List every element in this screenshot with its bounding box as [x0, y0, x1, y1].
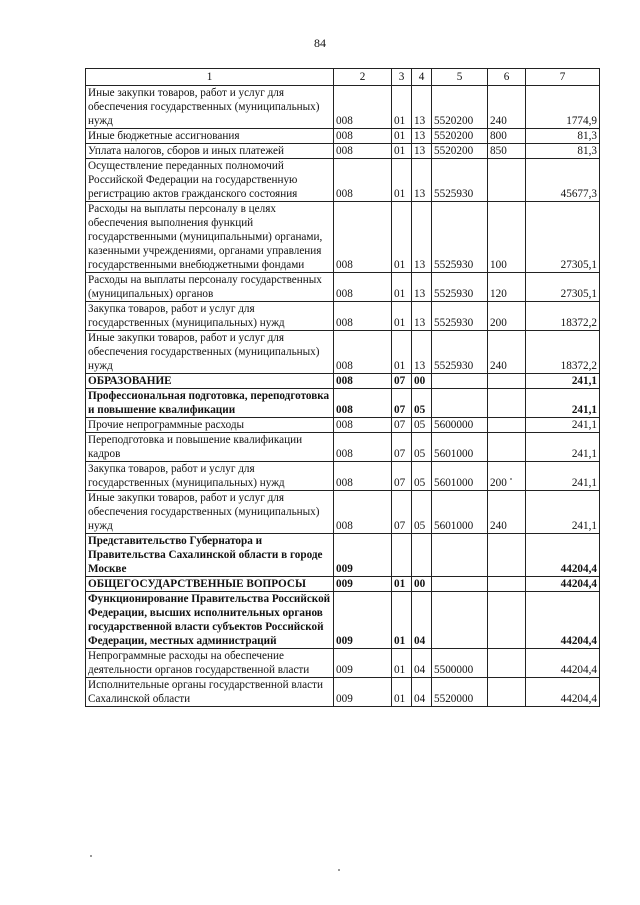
row-code-5: 5525930 — [432, 331, 488, 374]
row-code-4: 13 — [412, 331, 432, 374]
header-col-5: 5 — [432, 69, 488, 86]
scan-speck — [90, 855, 92, 857]
row-code-6 — [488, 577, 526, 592]
row-code-3 — [392, 534, 412, 577]
row-code-5: 5525930 — [432, 159, 488, 202]
row-code-3: 01 — [392, 159, 412, 202]
row-code-3: 07 — [392, 433, 412, 462]
row-code-5: 5520200 — [432, 86, 488, 129]
row-code-2: 009 — [334, 678, 392, 707]
row-code-2: 009 — [334, 534, 392, 577]
row-name: Закупка товаров, работ и услуг для государственных (муниципальных) нужд — [86, 302, 334, 331]
row-code-5: 5601000 — [432, 491, 488, 534]
table-row — [86, 273, 600, 302]
row-code-5 — [432, 577, 488, 592]
row-code-5 — [432, 389, 488, 418]
row-code-6: 240 — [488, 491, 526, 534]
row-code-4: 05 — [412, 491, 432, 534]
header-col-6: 6 — [488, 69, 526, 86]
row-code-2: 008 — [334, 144, 392, 159]
row-name: Иные закупки товаров, работ и услуг для обеспечения государственных (муниципальных) нужд — [86, 86, 334, 129]
row-code-4: 13 — [412, 144, 432, 159]
table-row — [86, 592, 600, 649]
row-name: Непрограммные расходы на обеспечение деятельности органов государственной власти — [86, 649, 334, 678]
header-row — [86, 69, 600, 86]
row-name: Представительство Губернатора и Правительства Сахалинской области в городе Москве — [86, 534, 334, 577]
row-code-6 — [488, 159, 526, 202]
row-code-2: 008 — [334, 86, 392, 129]
table-row — [86, 433, 600, 462]
table-row — [86, 159, 600, 202]
row-code-3: 01 — [392, 678, 412, 707]
header-col-1: 1 — [86, 69, 334, 86]
row-name: ОБЩЕГОСУДАРСТВЕННЫЕ ВОПРОСЫ — [86, 577, 334, 592]
row-code-5 — [432, 592, 488, 649]
header-col-2: 2 — [334, 69, 392, 86]
table-body — [86, 86, 600, 707]
table-row — [86, 649, 600, 678]
row-code-4: 00 — [412, 577, 432, 592]
row-code-3: 07 — [392, 389, 412, 418]
header-col-7: 7 — [526, 69, 600, 86]
row-amount: 241,1 — [526, 491, 600, 534]
row-amount: 241,1 — [526, 418, 600, 433]
row-name: Иные закупки товаров, работ и услуг для обеспечения государственных (муниципальных) нужд — [86, 331, 334, 374]
row-code-2: 008 — [334, 418, 392, 433]
row-code-5 — [432, 534, 488, 577]
row-code-6: 800 — [488, 129, 526, 144]
row-code-4 — [412, 534, 432, 577]
row-code-5: 5525930 — [432, 273, 488, 302]
row-code-3: 01 — [392, 202, 412, 273]
row-amount: 44204,4 — [526, 678, 600, 707]
table-row — [86, 302, 600, 331]
row-code-6: 850 — [488, 144, 526, 159]
row-name: ОБРАЗОВАНИЕ — [86, 374, 334, 389]
row-code-5: 5500000 — [432, 649, 488, 678]
row-amount: 18372,2 — [526, 302, 600, 331]
table-row — [86, 418, 600, 433]
row-amount: 81,3 — [526, 144, 600, 159]
row-name: Закупка товаров, работ и услуг для государственных (муниципальных) нужд — [86, 462, 334, 491]
row-amount: 81,3 — [526, 129, 600, 144]
table-row — [86, 202, 600, 273]
table-row — [86, 86, 600, 129]
row-code-4: 00 — [412, 374, 432, 389]
row-code-3: 01 — [392, 302, 412, 331]
row-code-6 — [488, 678, 526, 707]
row-amount: 44204,4 — [526, 592, 600, 649]
row-amount: 241,1 — [526, 433, 600, 462]
row-code-3: 07 — [392, 491, 412, 534]
row-code-4: 05 — [412, 433, 432, 462]
row-code-2: 009 — [334, 577, 392, 592]
row-code-2: 008 — [334, 491, 392, 534]
row-code-5: 5520200 — [432, 129, 488, 144]
row-code-3: 01 — [392, 649, 412, 678]
row-code-4: 13 — [412, 159, 432, 202]
row-code-6 — [488, 592, 526, 649]
row-code-5: 5525930 — [432, 302, 488, 331]
row-code-4: 05 — [412, 462, 432, 491]
row-amount: 44204,4 — [526, 649, 600, 678]
row-code-6 — [488, 433, 526, 462]
row-code-5: 5601000 — [432, 462, 488, 491]
table-row — [86, 462, 600, 491]
row-code-4: 05 — [412, 418, 432, 433]
row-code-6: 240 — [488, 86, 526, 129]
row-code-3: 01 — [392, 86, 412, 129]
row-amount: 241,1 — [526, 389, 600, 418]
row-name: Расходы на выплаты персоналу в целях обеспечения выполнения функций государственными (муниципальными) органами, казенными учреждениями, органами управления государственными внебюджетными фондами — [86, 202, 334, 273]
row-code-6: 100 — [488, 202, 526, 273]
row-code-2: 009 — [334, 649, 392, 678]
row-code-3: 01 — [392, 592, 412, 649]
header-col-3: 3 — [392, 69, 412, 86]
row-amount: 241,1 — [526, 374, 600, 389]
table-row — [86, 577, 600, 592]
row-name: Исполнительные органы государственной власти Сахалинской области — [86, 678, 334, 707]
row-code-3: 07 — [392, 462, 412, 491]
row-code-6: 120 — [488, 273, 526, 302]
budget-table — [85, 68, 600, 707]
row-code-2: 008 — [334, 462, 392, 491]
row-amount: 27305,1 — [526, 273, 600, 302]
row-code-6 — [488, 389, 526, 418]
row-code-2: 008 — [334, 159, 392, 202]
row-code-6: 200 — [488, 462, 526, 491]
row-name: Иные бюджетные ассигнования — [86, 129, 334, 144]
table-row — [86, 129, 600, 144]
row-code-4: 13 — [412, 273, 432, 302]
row-code-5: 5601000 — [432, 433, 488, 462]
header-col-4: 4 — [412, 69, 432, 86]
table-row — [86, 374, 600, 389]
row-code-4: 13 — [412, 202, 432, 273]
row-code-5: 5520000 — [432, 678, 488, 707]
row-code-3: 07 — [392, 418, 412, 433]
row-code-3: 01 — [392, 331, 412, 374]
row-code-2: 008 — [334, 331, 392, 374]
row-code-4: 13 — [412, 86, 432, 129]
row-code-2: 008 — [334, 433, 392, 462]
row-code-2: 009 — [334, 592, 392, 649]
row-name: Уплата налогов, сборов и иных платежей — [86, 144, 334, 159]
table-row — [86, 389, 600, 418]
row-code-3: 01 — [392, 144, 412, 159]
row-code-5 — [432, 374, 488, 389]
page-number: 84 — [314, 36, 326, 50]
row-code-4: 05 — [412, 389, 432, 418]
row-code-5: 5600000 — [432, 418, 488, 433]
row-name: Иные закупки товаров, работ и услуг для обеспечения государственных (муниципальных) нужд — [86, 491, 334, 534]
row-code-3: 07 — [392, 374, 412, 389]
row-code-5: 5525930 — [432, 202, 488, 273]
row-code-4: 13 — [412, 302, 432, 331]
row-code-4: 04 — [412, 678, 432, 707]
row-amount: 1774,9 — [526, 86, 600, 129]
row-name: Профессиональная подготовка, переподготовка и повышение квалификации — [86, 389, 334, 418]
row-code-6 — [488, 534, 526, 577]
row-name: Осуществление переданных полномочий Российской Федерации на государственную регистрацию актов гражданского состояния — [86, 159, 334, 202]
row-code-2: 008 — [334, 389, 392, 418]
row-name: Функционирование Правительства Российской Федерации, высших исполнительных органов государственной власти субъектов Российской Федерации, местных администраций — [86, 592, 334, 649]
row-amount: 45677,3 — [526, 159, 600, 202]
row-code-4: 04 — [412, 649, 432, 678]
row-code-6: 240 — [488, 331, 526, 374]
row-name: Расходы на выплаты персоналу государственных (муниципальных) органов — [86, 273, 334, 302]
row-code-2: 008 — [334, 302, 392, 331]
row-code-2: 008 — [334, 374, 392, 389]
row-code-6 — [488, 418, 526, 433]
row-code-6 — [488, 374, 526, 389]
row-code-6: 200 — [488, 302, 526, 331]
row-amount: 18372,2 — [526, 331, 600, 374]
row-amount: 44204,4 — [526, 577, 600, 592]
row-code-3: 01 — [392, 577, 412, 592]
row-amount: 44204,4 — [526, 534, 600, 577]
row-code-4: 13 — [412, 129, 432, 144]
row-code-2: 008 — [334, 273, 392, 302]
table-row — [86, 534, 600, 577]
row-name: Прочие непрограммные расходы — [86, 418, 334, 433]
scan-speck — [510, 478, 512, 480]
row-code-4: 04 — [412, 592, 432, 649]
row-code-2: 008 — [334, 202, 392, 273]
table-row — [86, 331, 600, 374]
row-amount: 27305,1 — [526, 202, 600, 273]
table-row — [86, 678, 600, 707]
row-code-6 — [488, 649, 526, 678]
scan-speck — [338, 869, 340, 871]
row-code-2: 008 — [334, 129, 392, 144]
row-code-3: 01 — [392, 273, 412, 302]
row-code-3: 01 — [392, 129, 412, 144]
row-code-5: 5520200 — [432, 144, 488, 159]
row-name: Переподготовка и повышение квалификации кадров — [86, 433, 334, 462]
row-amount: 241,1 — [526, 462, 600, 491]
table-row — [86, 144, 600, 159]
table-row — [86, 491, 600, 534]
